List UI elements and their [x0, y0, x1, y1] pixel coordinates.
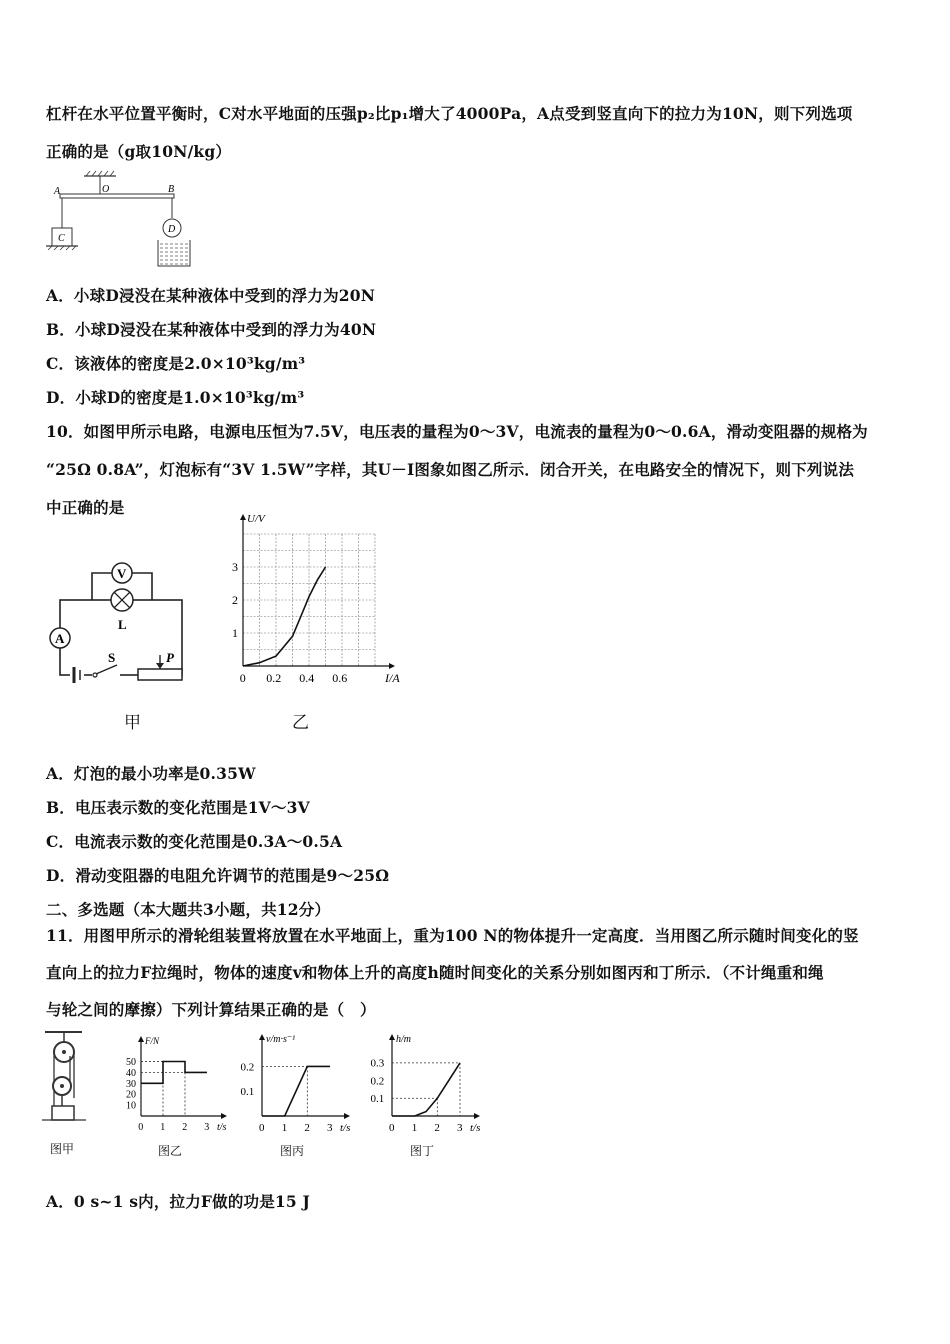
x-tick-label: 3	[327, 1122, 333, 1134]
x-tick-label: 0	[239, 671, 246, 685]
label-o: O	[102, 184, 110, 195]
x-axis-arrow	[474, 1113, 480, 1119]
q9-text-line2: 正确的是（g取10N/kg）	[46, 142, 232, 161]
y-axis-label: F/N	[145, 1036, 160, 1046]
q10-option-a: A．灯泡的最小功率是0.35W	[46, 764, 256, 783]
q10-text-line1: 10．如图甲所示电路，电源电压恒为7.5V，电压表的量程为0～3V，电流表的量程为0～0.6A，滑动变阻器的规格为	[46, 422, 868, 441]
q11-pulley-figure	[40, 1028, 90, 1138]
label-c: C	[58, 233, 65, 244]
q9-option-d: D．小球D的密度是1.0×10³kg/m³	[46, 388, 305, 407]
y-tick-label: 50	[126, 1056, 136, 1068]
label-d: D	[168, 224, 176, 235]
y-tick-label: 1	[232, 626, 238, 641]
x-tick-label: 3	[204, 1122, 210, 1133]
y-tick-label: 40	[126, 1067, 136, 1079]
y-tick-label: 3	[232, 560, 238, 575]
x-axis-label: I/A	[385, 671, 400, 685]
x-axis-label: t/s	[217, 1122, 227, 1133]
q11-caption-b: 图乙	[158, 1144, 183, 1158]
y-tick-label: 0.2	[370, 1075, 385, 1088]
y-tick-label: 10	[126, 1100, 136, 1112]
label-p: P	[166, 650, 174, 665]
q10-option-b: B．电压表示数的变化范围是1V～3V	[46, 798, 310, 817]
y-axis-label: v/m·s⁻¹	[266, 1034, 296, 1045]
q10-text-line2: “25Ω 0.8A”，灯泡标有“3V 1.5W”字样，其U－I图象如图乙所示．闭合开关，在电路安全的情况下，则下列说法	[46, 460, 855, 479]
q11-caption-c: 图丙	[280, 1144, 305, 1158]
x-tick-label: 0.2	[266, 671, 282, 685]
q11-option-a: A．0 s~1 s内，拉力F做的功是15 J	[46, 1192, 311, 1211]
q9-lever-figure	[44, 170, 204, 270]
label-b: B	[168, 184, 175, 195]
x-tick-label: 1	[411, 1122, 418, 1134]
x-tick-label: 0	[259, 1122, 265, 1134]
y-axis-arrow	[240, 514, 246, 520]
y-tick-label: 20	[126, 1089, 136, 1101]
q11-force-chart	[115, 1030, 227, 1142]
x-tick-label: 2	[434, 1122, 440, 1134]
label-s: S	[108, 650, 116, 665]
q10-ui-chart	[225, 513, 400, 688]
q9-option-b: B．小球D浸没在某种液体中受到的浮力为40N	[46, 320, 377, 339]
y-axis-arrow	[259, 1034, 265, 1040]
q11-text-line3: 与轮之间的摩擦）下列计算结果正确的是（ ）	[46, 1000, 376, 1019]
x-tick-label: 1	[281, 1122, 288, 1134]
q11-caption-a: 图甲	[50, 1142, 75, 1156]
x-axis-label: t/s	[340, 1122, 351, 1134]
label-l: L	[118, 617, 127, 632]
q11-caption-d: 图丁	[410, 1144, 435, 1158]
x-axis-arrow	[389, 663, 395, 669]
y-tick-label: 0.3	[370, 1057, 385, 1070]
x-tick-label: 2	[304, 1122, 310, 1134]
y-axis-label: h/m	[396, 1034, 411, 1045]
x-tick-label: 0	[389, 1122, 395, 1134]
x-axis-label: t/s	[470, 1122, 481, 1134]
series-line-h	[392, 1063, 460, 1116]
x-axis-arrow	[344, 1113, 350, 1119]
q10-caption-b: 乙	[292, 713, 309, 732]
q11-text-line1: 11．用图甲所示的滑轮组装置将放置在水平地面上，重为100 N的物体提升一定高度．当用图乙所示随时间变化的竖	[46, 926, 859, 945]
y-axis-label: U/V	[247, 513, 265, 525]
y-tick-label: 2	[232, 593, 238, 608]
q10-caption-a: 甲	[124, 713, 141, 732]
q11-text-line2: 直向上的拉力F拉绳时，物体的速度v和物体上升的高度h随时间变化的关系分别如图丙和丁所示．（不计绳重和绳	[46, 963, 824, 982]
q10-text-line3: 中正确的是	[46, 498, 125, 517]
q9-option-a: A．小球D浸没在某种液体中受到的浮力为20N	[46, 286, 376, 305]
y-axis-arrow	[138, 1036, 144, 1042]
q10-option-c: C．电流表示数的变化范围是0.3A～0.5A	[46, 832, 343, 851]
x-tick-label: 2	[182, 1122, 188, 1133]
y-tick-label: 0.2	[240, 1061, 255, 1074]
y-tick-label: 0.1	[370, 1093, 385, 1106]
x-tick-label: 0	[138, 1122, 144, 1133]
x-axis-arrow	[221, 1113, 227, 1119]
q10-circuit-figure	[40, 555, 200, 685]
q9-text-line1: 杠杆在水平位置平衡时，C对水平地面的压强p₂比p₁增大了4000Pa，A点受到竖直向下的拉力为10N，则下列选项	[46, 104, 853, 123]
section-heading: 二、多选题（本大题共3小题，共12分）	[46, 900, 331, 919]
x-tick-label: 3	[457, 1122, 463, 1134]
q9-option-c: C．该液体的密度是2.0×10³kg/m³	[46, 354, 306, 373]
y-axis-arrow	[389, 1034, 395, 1040]
y-tick-label: 30	[126, 1078, 136, 1090]
x-tick-label: 1	[160, 1122, 166, 1133]
x-tick-label: 0.4	[299, 671, 315, 685]
series-line-v	[262, 1066, 330, 1116]
q11-height-chart	[362, 1030, 481, 1142]
label-a-meter: A	[55, 631, 65, 646]
x-tick-label: 0.6	[332, 671, 348, 685]
label-a: A	[54, 186, 61, 197]
y-tick-label: 0.1	[240, 1086, 255, 1099]
q11-velocity-chart	[232, 1030, 351, 1142]
q10-option-d: D．滑动变阻器的电阻允许调节的范围是9～25Ω	[46, 866, 390, 885]
label-v: V	[117, 566, 127, 581]
